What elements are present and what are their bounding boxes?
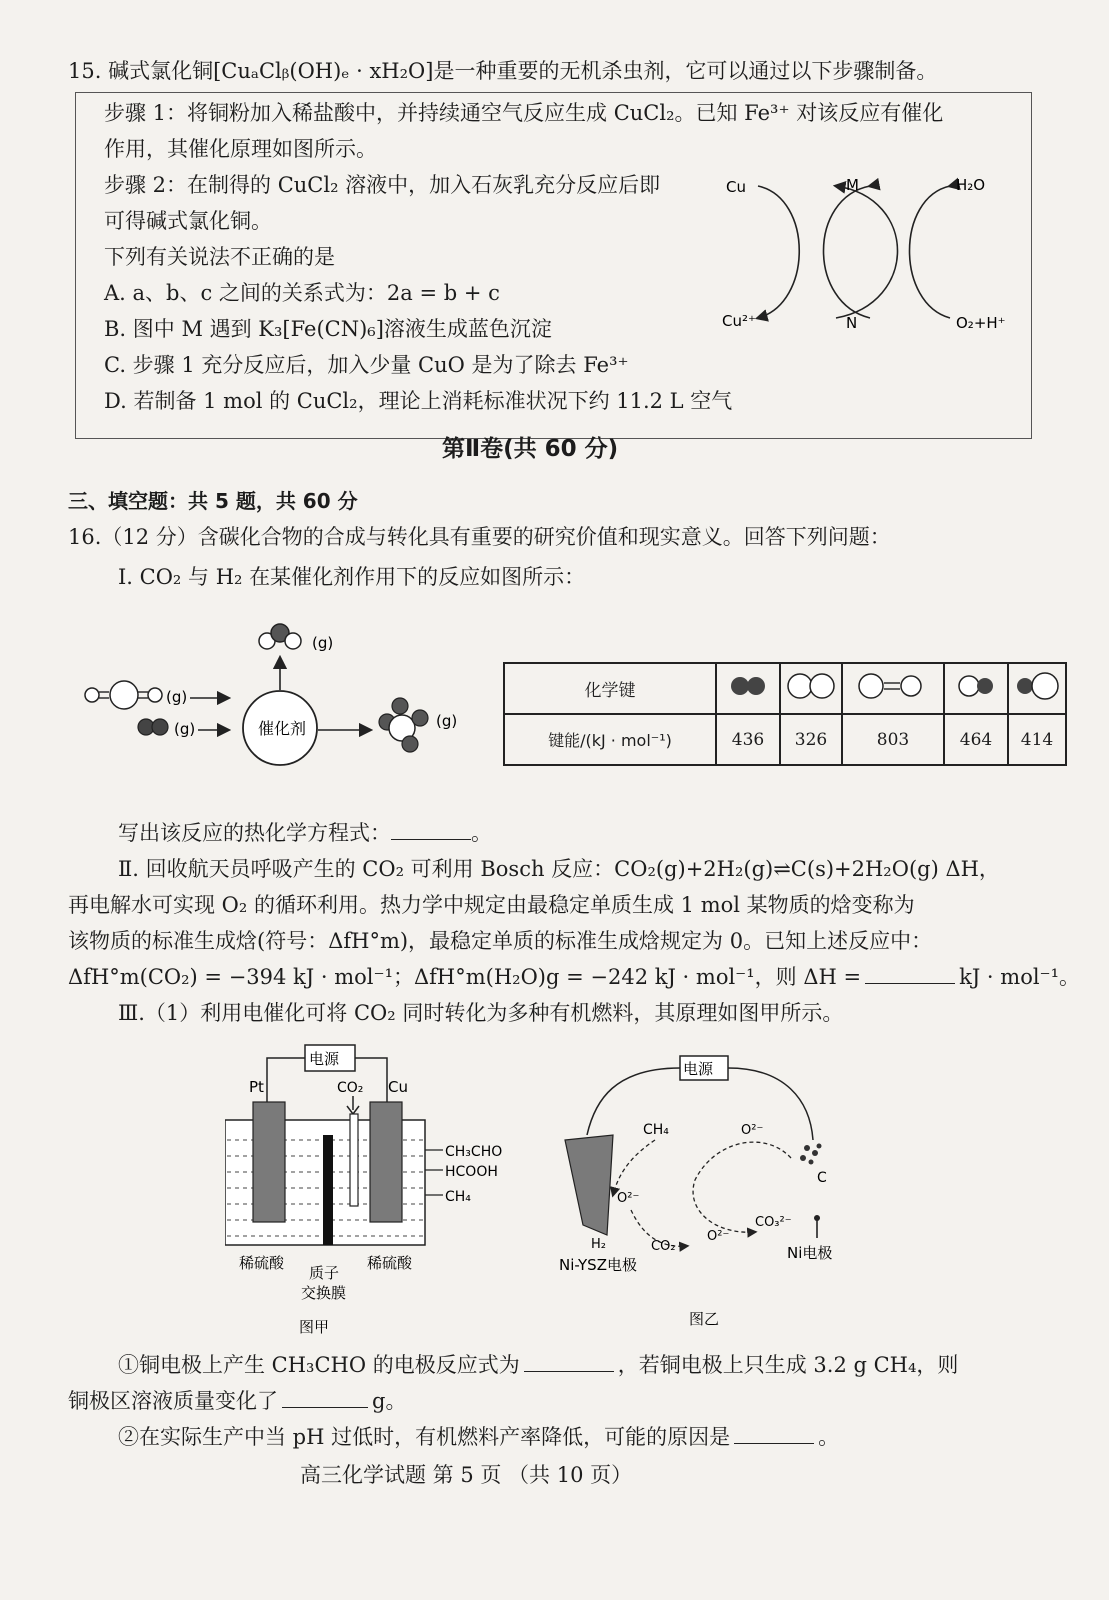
yi-h2: H₂ bbox=[591, 1237, 606, 1252]
jia-membrane-1: 质子 bbox=[309, 1264, 340, 1282]
answer-blank-eq[interactable] bbox=[391, 839, 471, 840]
jia-co2: CO₂ bbox=[337, 1080, 364, 1096]
yi-ch4: CH₄ bbox=[643, 1122, 669, 1138]
page-footer: 高三化学试题 第 5 页 （共 10 页） bbox=[300, 1463, 633, 1487]
part2-line4: ΔfH°m(CO₂) = −394 kJ · mol⁻¹；ΔfH°m(H₂O)g = −242 kJ · mol⁻¹，则 ΔH = kJ · mol⁻¹。 bbox=[68, 965, 1081, 989]
bond-hh-icon bbox=[726, 674, 770, 698]
jia-ch3cho: CH₃CHO bbox=[445, 1144, 503, 1160]
bond-cc-icon bbox=[786, 671, 836, 701]
bond-energy-cc: 326 bbox=[780, 714, 842, 765]
yi-o2-bottom: O²⁻ bbox=[707, 1229, 730, 1244]
jia-cu: Cu bbox=[388, 1078, 408, 1096]
g-label-top: (g) bbox=[312, 634, 334, 652]
bond-oh-icon bbox=[954, 673, 998, 699]
jia-power: 电源 bbox=[309, 1050, 340, 1068]
g-label-product: (g) bbox=[436, 712, 458, 730]
part2-line1: Ⅱ. 回收航天员呼吸产生的 CO₂ 可利用 Bosch 反应：CO₂(g)+2H₂(g)⇌C(s)+2H₂O(g) ΔH， bbox=[118, 857, 1000, 881]
q15-question: 下列有关说法不正确的是 bbox=[104, 245, 335, 269]
yi-o2-top: O²⁻ bbox=[741, 1123, 764, 1138]
diagram-cu: Cu bbox=[726, 178, 746, 196]
write-eq-prompt: 写出该反应的热化学方程式： 。 bbox=[118, 821, 492, 845]
jia-acid-right: 稀硫酸 bbox=[367, 1254, 413, 1272]
sub1-line1: ①铜电极上产生 CH₃CHO 的电极反应式为 ，若铜电极上只生成 3.2 g CH₄，则 bbox=[118, 1353, 959, 1377]
q15-stem: 15. 碱式氯化铜[CuₐClᵦ(OH)ₑ · xH₂O]是一种重要的无机杀虫剂，它可以通过以下步骤制备。 bbox=[68, 59, 938, 83]
bond-co-double-icon bbox=[853, 671, 933, 701]
part2-title: 第Ⅱ卷(共 60 分) bbox=[442, 436, 619, 462]
q15-option-d[interactable]: D. 若制备 1 mol 的 CuCl₂，理论上消耗标准状况下约 11.2 L 空气 bbox=[104, 389, 733, 413]
bond-energy-table bbox=[503, 662, 1067, 766]
table-header: 化学键 bbox=[504, 663, 716, 714]
yi-caption: 图乙 bbox=[689, 1310, 720, 1328]
catalyst-label: 催化剂 bbox=[258, 719, 307, 738]
bond-energy-oh: 464 bbox=[944, 714, 1008, 765]
bond-icon-ch bbox=[1008, 663, 1066, 714]
table-row-label: 键能/(kJ · mol⁻¹) bbox=[504, 714, 716, 765]
yi-co2: CO₂ bbox=[651, 1239, 676, 1254]
jia-acid-left: 稀硫酸 bbox=[239, 1254, 285, 1272]
q16-part1: Ⅰ. CO₂ 与 H₂ 在某催化剂作用下的反应如图所示： bbox=[118, 565, 586, 589]
yi-ni-ysz: Ni-YSZ电极 bbox=[559, 1256, 637, 1274]
bond-energy-ch: 414 bbox=[1008, 714, 1066, 765]
bond-icon-hh bbox=[716, 663, 780, 714]
sub2-line: ②在实际生产中当 pH 过低时，有机燃料产率降低，可能的原因是 。 bbox=[118, 1425, 840, 1449]
bond-icon-cc bbox=[780, 663, 842, 714]
g-label-co2: (g) bbox=[166, 688, 188, 706]
jia-ch4: CH₄ bbox=[445, 1189, 471, 1205]
answer-blank-mass[interactable] bbox=[282, 1407, 368, 1408]
diagram-cu2: Cu²⁺ bbox=[722, 312, 756, 330]
jia-hcooh: HCOOH bbox=[445, 1164, 498, 1180]
diagram-h2o: H₂O bbox=[956, 176, 986, 194]
q15-option-c[interactable]: C. 步骤 1 充分反应后，加入少量 CuO 是为了除去 Fe³⁺ bbox=[104, 353, 629, 377]
figure-jia bbox=[225, 1040, 545, 1340]
q15-step1-line1: 步骤 1：将铜粉加入稀盐酸中，并持续通空气反应生成 CuCl₂。已知 Fe³⁺ 对该反应有催化 bbox=[104, 101, 944, 125]
bond-icon-oh bbox=[944, 663, 1008, 714]
yi-c: C bbox=[817, 1170, 827, 1186]
q15-catalysis-diagram bbox=[718, 168, 1018, 340]
diagram-n: N bbox=[846, 314, 858, 332]
part3-line1: Ⅲ.（1）利用电催化可将 CO₂ 同时转化为多种有机燃料，其原理如图甲所示。 bbox=[118, 1001, 844, 1025]
g-label-h2: (g) bbox=[174, 720, 196, 738]
bond-energy-hh: 436 bbox=[716, 714, 780, 765]
part2-line3: 该物质的标准生成焓(符号：ΔfH°m)，最稳定单质的标准生成焓规定为 0。已知上述反应中： bbox=[68, 929, 933, 953]
yi-power: 电源 bbox=[683, 1060, 714, 1078]
jia-caption: 图甲 bbox=[299, 1318, 330, 1336]
sub1-line2: 铜极区溶液质量变化了 g。 bbox=[68, 1389, 407, 1413]
bond-energy-co: 803 bbox=[842, 714, 944, 765]
yi-ni: Ni电极 bbox=[787, 1244, 833, 1262]
reaction-diagram bbox=[80, 622, 500, 772]
diagram-m: M bbox=[846, 176, 859, 194]
bond-ch-icon bbox=[1011, 670, 1063, 702]
jia-membrane-2: 交换膜 bbox=[301, 1284, 347, 1302]
q15-step2-line1: 步骤 2：在制得的 CuCl₂ 溶液中，加入石灰乳充分反应后即 bbox=[104, 173, 661, 197]
answer-blank-electrode[interactable] bbox=[524, 1371, 614, 1372]
bond-icon-co bbox=[842, 663, 944, 714]
q15-step2-line2: 可得碱式氯化铜。 bbox=[104, 209, 272, 233]
q16-stem: 16.（12 分）含碳化合物的合成与转化具有重要的研究价值和现实意义。回答下列问题： bbox=[68, 525, 891, 549]
answer-blank-reason[interactable] bbox=[734, 1443, 814, 1444]
figure-yi bbox=[555, 1050, 865, 1340]
answer-blank-dh[interactable] bbox=[865, 983, 955, 984]
q15-option-a[interactable]: A. a、b、c 之间的关系式为：2a = b + c bbox=[104, 281, 500, 305]
q15-option-b[interactable]: B. 图中 M 遇到 K₃[Fe(CN)₆]溶液生成蓝色沉淀 bbox=[104, 317, 552, 341]
q15-step1-line2: 作用，其催化原理如图所示。 bbox=[104, 137, 377, 161]
part2-line2: 再电解水可实现 O₂ 的循环利用。热力学中规定由最稳定单质生成 1 mol 某物质的焓变称为 bbox=[68, 893, 915, 917]
yi-co3: CO₃²⁻ bbox=[755, 1215, 792, 1230]
jia-pt: Pt bbox=[249, 1078, 264, 1096]
yi-o2-left: O²⁻ bbox=[617, 1191, 640, 1206]
section3-title: 三、填空题：共 5 题，共 60 分 bbox=[68, 489, 358, 513]
diagram-o2h: O₂+H⁺ bbox=[956, 314, 1006, 332]
